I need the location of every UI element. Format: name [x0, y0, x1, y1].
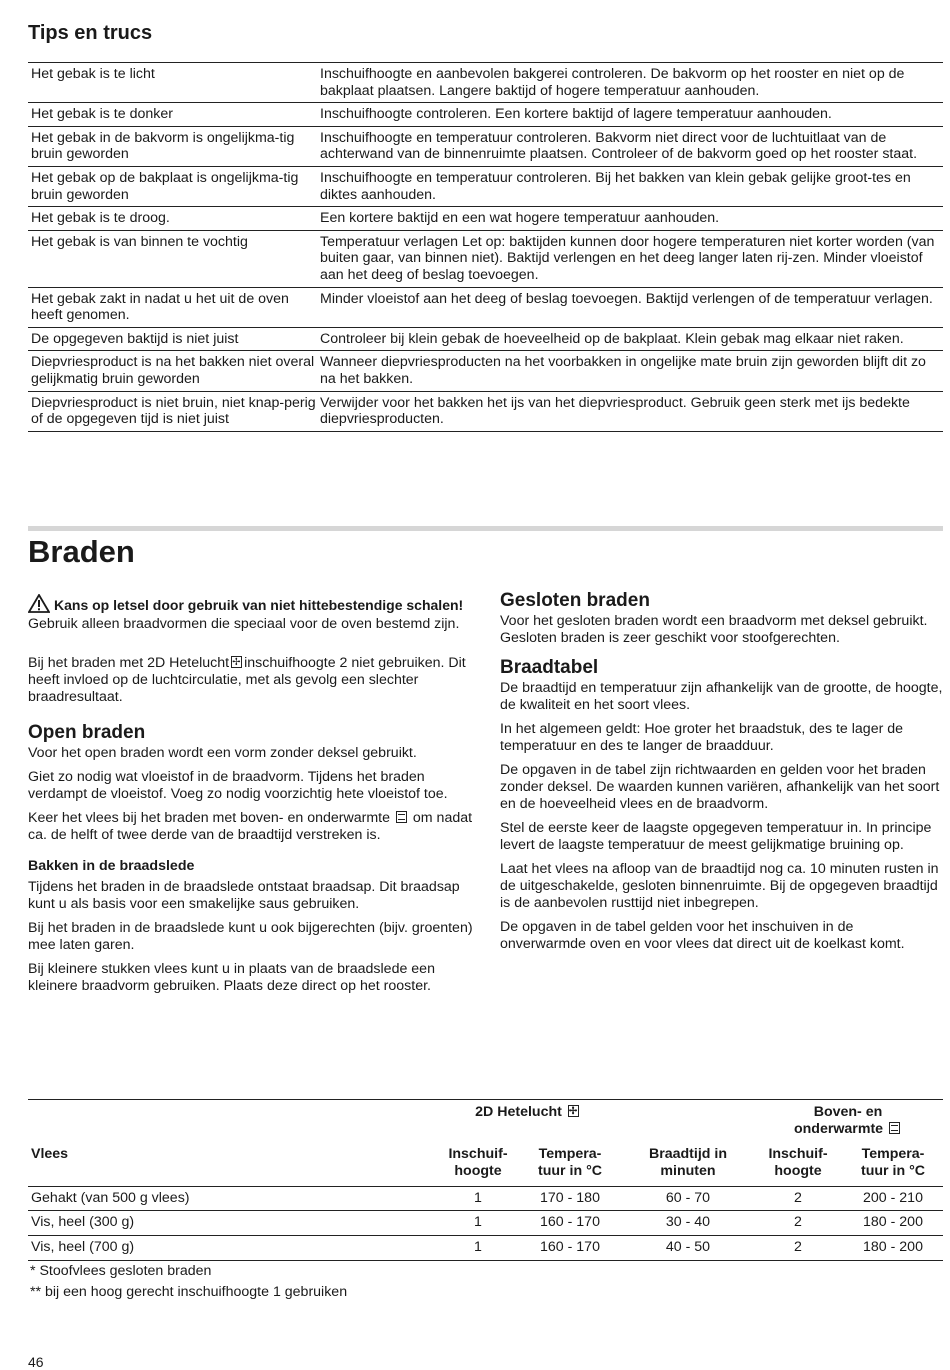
boven-onderwarmte-icon: [396, 811, 407, 823]
footnote: * Stoofvlees gesloten braden: [30, 1263, 212, 1279]
table-row: [28, 392, 943, 432]
problem-cell: Het gebak is te licht: [31, 66, 155, 82]
solution-cell: Controleer bij klein gebak de hoeveelheid op de bakplaat. Klein gebak mag elkaar niet raken.: [320, 330, 904, 347]
cell-tijd: 40 - 50: [665, 1239, 711, 1255]
solution-cell: Een kortere baktijd en een wat hogere temperatuur aanhouden.: [320, 210, 720, 227]
cell-vlees: Gehakt (van 500 g vlees): [31, 1190, 190, 1206]
col-header-line1: Tempera-: [538, 1146, 602, 1162]
hetelucht-icon: [568, 1105, 579, 1117]
problem-cell: Het gebak is te droog.: [31, 210, 170, 227]
open-braden-p3-end: om nadat ca. de helft of twee derde van de braadtijd verstreken is.: [28, 810, 473, 843]
group-header-boven-onderwarmte: [773, 1104, 923, 1138]
row-divider: [28, 1235, 943, 1236]
cell-ins1: 1: [474, 1239, 482, 1255]
col-header-line1: Inschuif-: [448, 1146, 508, 1162]
gesloten-braden-p1: Voor het gesloten braden wordt een braadvorm met deksel gebruikt. Gesloten braden is zeer geschikt voor stoofgerechten.: [500, 613, 928, 646]
hetelucht-note-start: Bij het braden met 2D Hetelucht: [28, 655, 230, 671]
hetelucht-note: [28, 655, 473, 706]
group-header-hetelucht-label: 2D Hetelucht: [475, 1104, 562, 1120]
table-row: [28, 167, 943, 207]
cell-tijd: 30 - 40: [665, 1214, 711, 1230]
open-braden-p1: Voor het open braden wordt een vorm zonder deksel gebruikt.: [28, 745, 417, 761]
solution-cell: Temperatuur verlagen Let op: baktijden kunnen door hogere temperaturen niet korter worden (van buiten gaar, van binnen niet). Baktijd verlengen en het deeg langer laten rij-zen. Minder vloeistof aan het deeg of beslag toevoegen.: [320, 233, 935, 283]
hetelucht-note-end: inschuifhoogte 2 niet gebruiken. Dit heeft invloed op de luchtcirculatie, met als gevolg een slechter braadresultaat.: [28, 655, 466, 705]
braadtabel-p3: De opgaven in de tabel zijn richtwaarden en gelden voor het braden zonder deksel. De waarden kunnen variëren, afhankelijk van het soort en de hoeveelheid vlees en de braadvorm.: [500, 762, 940, 812]
warning-title: Kans op letsel door gebruik van niet hittebestendige schalen!: [54, 597, 464, 613]
section-title: Braden: [28, 534, 135, 569]
braadtabel-table: [28, 1099, 943, 1255]
problem-cell: Het gebak zakt in nadat u het uit de oven heeft genomen.: [31, 290, 289, 324]
problem-cell: Het gebak is van binnen te vochtig: [31, 233, 248, 250]
solution-cell: Inschuifhoogte en temperatuur controleren. Bij het bakken van klein gebak gelijke groot-tes en diktes aanhouden.: [320, 169, 911, 203]
footnote: ** bij een hoog gerecht inschuifhoogte 1 gebruiken: [30, 1284, 348, 1300]
braadtabel-p6: De opgaven in de tabel gelden voor het inschuiven in de onverwarmde oven en voor vlees dat direct uit de koelkast komt.: [500, 919, 905, 952]
cell-temp1: 170 - 180: [540, 1190, 600, 1206]
cell-temp2: 180 - 200: [863, 1239, 923, 1255]
col-header-braadtijd: [636, 1146, 740, 1180]
col-header-inschuifhoogte-2: [754, 1146, 842, 1180]
braadslede-p2: Bij het braden in de braadslede kunt u ook bijgerechten (bijv. groenten) mee laten garen.: [28, 920, 473, 953]
cell-tijd: 60 - 70: [665, 1190, 711, 1206]
braadtabel-p5: Laat het vlees na afloop van de braadtijd nog ca. 10 minuten rusten in de uitgeschakelde, gesloten binnenruimte. Bij de opgegeven braadtijd is de aanbevolen rusttijd niet inbegrepen.: [500, 861, 939, 911]
cell-ins2: 2: [794, 1239, 802, 1255]
cell-vlees: Vis, heel (300 g): [31, 1214, 135, 1230]
open-braden-p3: [28, 810, 473, 844]
cell-temp1: 160 - 170: [540, 1239, 600, 1255]
group-header-line2: onderwarmte: [793, 1121, 884, 1137]
table-row: [28, 207, 943, 231]
right-column: [500, 592, 943, 960]
solution-cell: Inschuifhoogte controleren. Een kortere baktijd of lagere temperatuur aanhouden.: [320, 106, 832, 123]
cell-vlees: Vis, heel (700 g): [31, 1239, 135, 1255]
braadtabel-p4: Stel de eerste keer de laagste opgegeven temperatuur in. In principe levert de laagste temperatuur de meest gelijkmatige bruining op.: [500, 820, 932, 853]
col-header-line1: Inschuif-: [768, 1146, 828, 1162]
cell-temp2: 180 - 200: [863, 1214, 923, 1230]
cell-ins1: 1: [474, 1190, 482, 1206]
left-column: [28, 594, 473, 1002]
boven-onderwarmte-icon: [889, 1122, 900, 1134]
braadtabel-p1: De braadtijd en temperatuur zijn afhankelijk van de grootte, de hoogte, de kwaliteit en het soort vlees.: [500, 680, 943, 713]
section-divider: [28, 526, 943, 531]
col-header-temperatuur-1: [525, 1146, 615, 1180]
cell-ins2: 2: [794, 1190, 802, 1206]
group-header-line1: Boven- en: [813, 1104, 883, 1120]
problem-cell: Diepvriesproduct is niet bruin, niet knap-perig of de opgegeven tijd is niet juist: [31, 394, 316, 428]
solution-cell: Inschuifhoogte en temperatuur controleren. Bakvorm niet direct voor de luchtuitlaat van de achterwand van de binnenruimte plaatsen. Controleer of de bakvorm goed op het rooster staat.: [320, 129, 918, 163]
open-braden-heading: Open braden: [28, 722, 146, 743]
row-divider: [28, 1186, 943, 1187]
page-number: 46: [28, 1354, 44, 1370]
table-row: [28, 103, 943, 127]
table-bottom-rule: [28, 1260, 943, 1261]
braadslede-p1: Tijdens het braden in de braadslede ontstaat braadsap. Dit braadsap kunt u als basis voor een smakelijke saus gebruiken.: [28, 879, 460, 912]
braadslede-heading: Bakken in de braadslede: [28, 858, 195, 874]
col-header-line2: hoogte: [774, 1163, 822, 1179]
row-divider: [28, 1210, 943, 1211]
table-row: [28, 231, 943, 288]
col-header-line2: minuten: [660, 1163, 716, 1179]
group-header-hetelucht: [458, 1104, 598, 1121]
tips-table: [28, 62, 943, 432]
col-header-inschuifhoogte-1: [434, 1146, 522, 1180]
problem-cell: Het gebak op de bakplaat is ongelijkma-tig bruin geworden: [31, 169, 299, 203]
warning-triangle-icon: [28, 594, 50, 616]
col-header-vlees: Vlees: [31, 1146, 69, 1162]
tips-title: Tips en trucs: [28, 22, 153, 44]
braadtabel-heading: Braadtabel: [500, 657, 599, 678]
table-row: [28, 127, 943, 167]
solution-cell: Wanneer diepvriesproducten na het voorbakken in ongelijke mate bruin zijn geworden blijft dit zo na het bakken.: [320, 354, 926, 387]
col-header-temperatuur-2: [848, 1146, 938, 1180]
solution-cell: Minder vloeistof aan het deeg of beslag toevoegen. Baktijd verlengen of de temperatuur verlagen.: [320, 290, 933, 307]
hetelucht-icon: [231, 656, 242, 668]
cell-temp2: 200 - 210: [863, 1190, 923, 1206]
open-braden-p3-start: Keer het vlees bij het braden met boven- en onderwarmte: [28, 810, 390, 826]
warning-text: Gebruik alleen braadvormen die speciaal voor de oven bestemd zijn.: [28, 616, 460, 632]
solution-cell: Inschuifhoogte en aanbevolen bakgerei controleren. De bakvorm op het rooster en niet op de bakplaat plaatsen. Langere baktijd of hogere temperatuur aanhouden.: [320, 66, 905, 99]
cell-temp1: 160 - 170: [540, 1214, 600, 1230]
cell-ins2: 2: [794, 1214, 802, 1230]
braadtabel-p2: In het algemeen geldt: Hoe groter het braadstuk, des te lager de temperatuur en des te langer de braadduur.: [500, 721, 904, 754]
open-braden-p2: Giet zo nodig wat vloeistof in de braadvorm. Tijdens het braden verdampt de vloeistof. Voeg zo nodig voorzichtig hete vloeistof toe.: [28, 769, 448, 802]
solution-cell: Verwijder voor het bakken het ijs van het diepvriesproduct. Gebruik geen sterk met ijs bedekte diepvriesproducten.: [320, 394, 910, 428]
col-header-line1: Tempera-: [861, 1146, 925, 1162]
problem-cell: De opgegeven baktijd is niet juist: [31, 330, 239, 347]
braadslede-p3: Bij kleinere stukken vlees kunt u in plaats van de braadslede een kleinere braadvorm gebruiken. Plaats deze direct op het rooster.: [28, 961, 435, 994]
table-row: [28, 328, 943, 352]
gesloten-braden-heading: Gesloten braden: [500, 590, 650, 611]
col-header-line1: Braadtijd in: [648, 1146, 728, 1162]
cell-ins1: 1: [474, 1214, 482, 1230]
col-header-line2: hoogte: [454, 1163, 502, 1179]
warning-heading: [28, 594, 473, 616]
table-row: [28, 63, 943, 103]
col-header-line2: tuur in °C: [538, 1163, 602, 1179]
col-header-line2: tuur in °C: [861, 1163, 925, 1179]
problem-cell: Diepvriesproduct is na het bakken niet overal gelijkmatig bruin geworden: [31, 354, 315, 387]
table-row: [28, 351, 943, 391]
problem-cell: Het gebak in de bakvorm is ongelijkma-tig bruin geworden: [31, 129, 295, 163]
table-row: [28, 288, 943, 328]
problem-cell: Het gebak is te donker: [31, 106, 173, 123]
